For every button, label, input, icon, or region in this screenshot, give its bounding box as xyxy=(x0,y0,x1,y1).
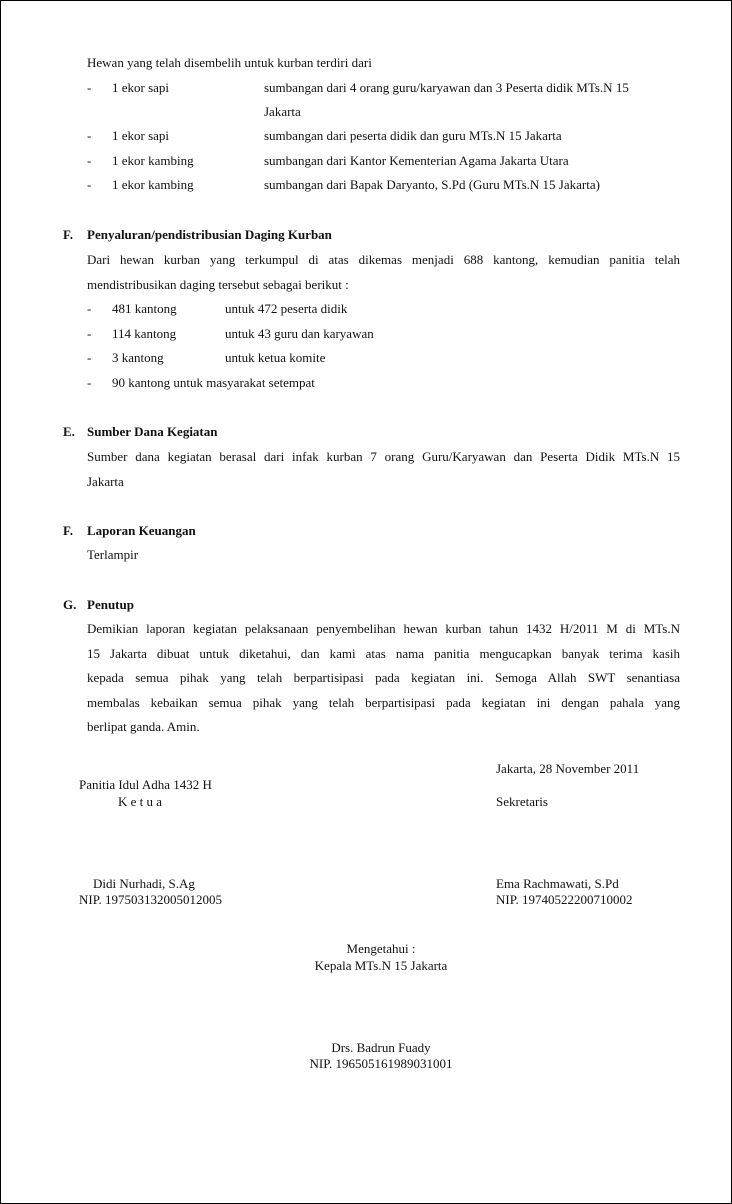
section-letter: E. xyxy=(63,424,75,439)
chair-nip: NIP. 197503132005012005 xyxy=(79,892,223,907)
item-target: untuk 472 peserta didik xyxy=(225,301,348,316)
list-dash: - xyxy=(87,80,92,95)
section-letter: F. xyxy=(63,227,73,242)
item-count: 90 kantong untuk masyarakat setempat xyxy=(112,375,315,390)
closing-paragraph-line: membalas kebaikan semua pihak yang telah berpartisipasi pada kegiatan ini dengan pahala yang xyxy=(87,695,680,710)
list-dash: - xyxy=(87,301,92,316)
closing-paragraph-line: Demikian laporan kegiatan pelaksanaan penyembelihan hewan kurban tahun 1432 H/2011 M di MTs.N xyxy=(87,621,680,636)
section-heading-distribution: Penyaluran/pendistribusian Daging Kurban xyxy=(87,227,332,242)
closing-paragraph-line: berlipat ganda. Amin. xyxy=(87,719,200,734)
item-desc: sumbangan dari Bapak Daryanto, S.Pd (Guru MTs.N 15 Jakarta) xyxy=(264,177,600,192)
item-name: 1 ekor kambing xyxy=(112,153,194,168)
place-date: Jakarta, 28 November 2011 xyxy=(496,761,640,776)
item-count: 114 kantong xyxy=(112,326,177,341)
acknowledge-label: Mengetahui : xyxy=(346,941,416,956)
section-heading-closing: Penutup xyxy=(87,597,134,612)
principal-name: Drs. Badrun Fuady xyxy=(331,1040,431,1055)
section-letter: G. xyxy=(63,597,77,612)
item-desc: sumbangan dari Kantor Kementerian Agama Jakarta Utara xyxy=(264,153,569,168)
item-name: 1 ekor sapi xyxy=(112,80,170,95)
item-desc: sumbangan dari peserta didik dan guru MTs.N 15 Jakarta xyxy=(264,128,562,143)
secretary-role: Sekretaris xyxy=(496,794,548,809)
closing-paragraph-line: kepada semua pihak yang telah berpartisipasi pada kegiatan ini. Semoga Allah SWT senantiasa xyxy=(87,670,680,685)
secretary-name: Ema Rachmawati, S.Pd xyxy=(496,876,619,891)
item-target: untuk ketua komite xyxy=(225,350,326,365)
closing-paragraph-line: 15 Jakarta dibuat untuk diketahui, dan kami atas nama panitia mengucapkan banyak terima kasih xyxy=(87,646,680,661)
list-dash: - xyxy=(87,128,92,143)
item-desc-cont: Jakarta xyxy=(264,104,301,119)
principal-role: Kepala MTs.N 15 Jakarta xyxy=(314,958,448,973)
list-dash: - xyxy=(87,350,92,365)
list-dash: - xyxy=(87,153,92,168)
section-heading-funding: Sumber Dana Kegiatan xyxy=(87,424,218,439)
section-heading-finance: Laporan Keuangan xyxy=(87,523,196,538)
item-count: 481 kantong xyxy=(112,301,177,316)
finance-text: Terlampir xyxy=(87,547,139,562)
secretary-nip: NIP. 19740522200710002 xyxy=(496,892,633,907)
list-dash: - xyxy=(87,177,92,192)
item-desc: sumbangan dari 4 orang guru/karyawan dan 3 Peserta didik MTs.N 15 xyxy=(264,80,629,95)
chair-role: K e t u a xyxy=(118,794,163,809)
funding-paragraph-line: Jakarta xyxy=(87,474,124,489)
list-dash: - xyxy=(87,375,92,390)
intro-lead: Hewan yang telah disembelih untuk kurban terdiri dari xyxy=(87,55,372,70)
funding-paragraph-line: Sumber dana kegiatan berasal dari infak kurban 7 orang Guru/Karyawan dan Peserta Didik MTs.N 15 xyxy=(87,449,680,464)
item-name: 1 ekor kambing xyxy=(112,177,194,192)
item-name: 1 ekor sapi xyxy=(112,128,170,143)
committee-name: Panitia Idul Adha 1432 H xyxy=(79,777,212,792)
item-target: untuk 43 guru dan karyawan xyxy=(225,326,374,341)
list-dash: - xyxy=(87,326,92,341)
distribution-paragraph-line: Dari hewan kurban yang terkumpul di atas dikemas menjadi 688 kantong, kemudian panitia telah xyxy=(87,252,680,267)
item-count: 3 kantong xyxy=(112,350,164,365)
principal-nip: NIP. 196505161989031001 xyxy=(309,1056,453,1071)
chair-name: Didi Nurhadi, S.Ag xyxy=(93,876,195,891)
distribution-paragraph-line: mendistribusikan daging tersebut sebagai berikut : xyxy=(87,277,349,292)
section-letter: F. xyxy=(63,523,73,538)
